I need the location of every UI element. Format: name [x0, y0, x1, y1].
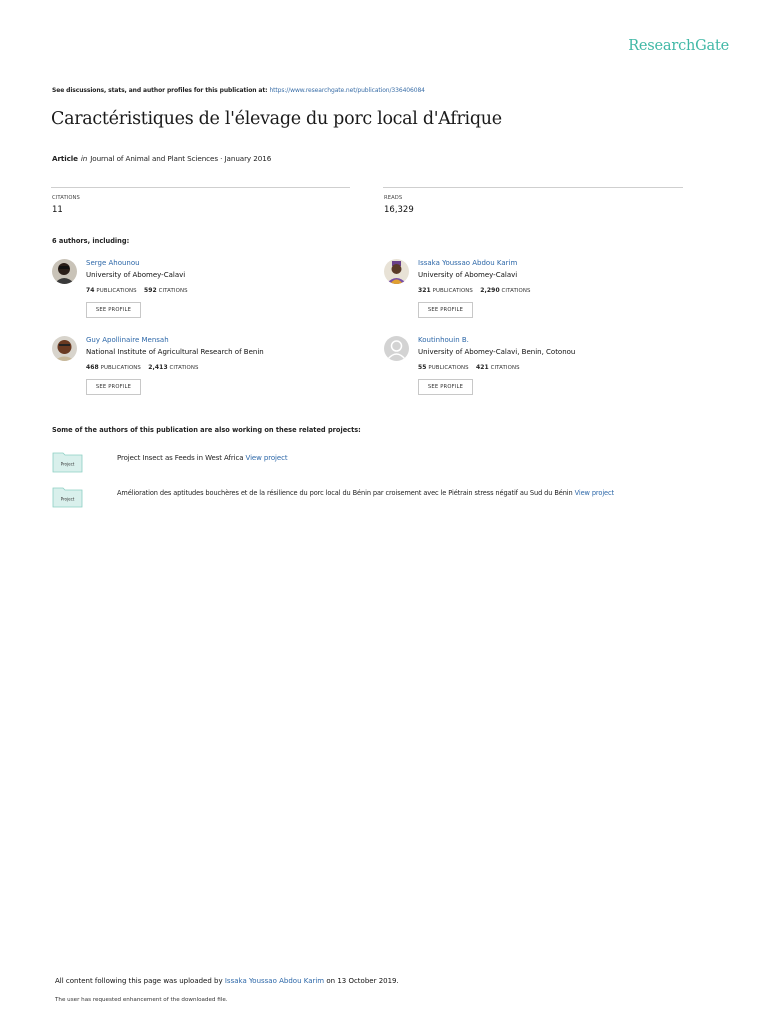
- publication-type: Article: [52, 154, 78, 163]
- author-citations-label: CITATIONS: [169, 365, 199, 371]
- header-note-text: See discussions, stats, and author profiles for this publication at:: [52, 87, 268, 94]
- related-project: [52, 451, 692, 475]
- author-avatar[interactable]: [52, 336, 77, 361]
- project-title: Amélioration des aptitudes bouchères et de la résilience du porc local du Bénin par croisement avec le Piétrain stress négatif au Sud du Bénin: [117, 489, 573, 497]
- publication-in: in: [80, 154, 88, 163]
- uploader-link[interactable]: Issaka Youssao Abdou Karim: [224, 977, 325, 985]
- author-publications-count: 74: [86, 287, 95, 294]
- view-project-link[interactable]: View project: [245, 454, 288, 462]
- author-publications-count: 468: [86, 364, 99, 371]
- publication-meta: [52, 154, 271, 163]
- author-stats: [86, 364, 199, 371]
- author-card: [384, 336, 684, 398]
- author-avatar[interactable]: [52, 259, 77, 284]
- journal-date: Journal of Animal and Plant Sciences · January 2016: [90, 154, 272, 163]
- author-publications-label: PUBLICATIONS: [96, 288, 137, 294]
- project-folder-icon: [52, 486, 83, 508]
- publication-title: Caractéristiques de l'élevage du porc local d'Afrique: [51, 109, 502, 129]
- author-citations-label: CITATIONS: [490, 365, 520, 371]
- author-name-link[interactable]: Koutinhouin B.: [418, 336, 469, 344]
- author-stats: [86, 287, 188, 294]
- author-avatar[interactable]: [384, 336, 409, 361]
- researchgate-logo[interactable]: ResearchGate: [628, 38, 729, 54]
- author-citations-label: CITATIONS: [501, 288, 531, 294]
- reads-divider: [383, 187, 683, 188]
- author-institution: University of Abomey-Calavi: [86, 271, 186, 279]
- author-institution: University of Abomey-Calavi: [418, 271, 518, 279]
- header-note: [52, 87, 425, 94]
- author-publications-count: 55: [418, 364, 427, 371]
- author-stats: [418, 287, 531, 294]
- project-title: Project Insect as Feeds in West Africa: [117, 454, 244, 462]
- enhancement-note: The user has requested enhancement of the downloaded file.: [55, 997, 228, 1003]
- reads-label: READS: [384, 195, 403, 201]
- author-institution: University of Abomey-Calavi, Benin, Cotonou: [418, 348, 576, 356]
- author-citations-count: 421: [475, 364, 489, 371]
- author-publications-label: PUBLICATIONS: [428, 365, 469, 371]
- author-avatar[interactable]: [384, 259, 409, 284]
- authors-heading: 6 authors, including:: [52, 237, 130, 245]
- citations-value: 11: [52, 205, 63, 215]
- citations-label: CITATIONS: [52, 195, 80, 201]
- author-name-link[interactable]: Serge Ahounou: [86, 259, 140, 267]
- see-profile-button[interactable]: SEE PROFILE: [418, 302, 473, 318]
- upload-prefix: All content following this page was uploaded by: [55, 977, 223, 985]
- citations-divider: [51, 187, 350, 188]
- author-citations-count: 2,290: [480, 287, 500, 294]
- author-name-link[interactable]: Issaka Youssao Abdou Karim: [418, 259, 518, 267]
- author-stats: [418, 364, 520, 371]
- author-card: [52, 259, 352, 321]
- project-entry: [117, 489, 614, 497]
- author-publications-count: 321: [418, 287, 431, 294]
- author-citations-count: 2,413: [148, 364, 168, 371]
- see-profile-button[interactable]: SEE PROFILE: [86, 379, 141, 395]
- author-card: [52, 336, 352, 398]
- author-citations-count: 592: [143, 287, 157, 294]
- author-institution: National Institute of Agricultural Research of Benin: [86, 348, 264, 356]
- view-project-link[interactable]: View project: [574, 489, 615, 497]
- author-citations-label: CITATIONS: [158, 288, 188, 294]
- author-card: [384, 259, 684, 321]
- project-badge: Project: [60, 496, 75, 502]
- project-folder-icon: [52, 451, 83, 473]
- author-publications-label: PUBLICATIONS: [432, 288, 473, 294]
- see-profile-button[interactable]: SEE PROFILE: [86, 302, 141, 318]
- see-profile-button[interactable]: SEE PROFILE: [418, 379, 473, 395]
- project-entry: [117, 454, 287, 462]
- related-projects-heading: Some of the authors of this publication are also working on these related projects:: [52, 426, 361, 434]
- publication-url-link[interactable]: https://www.researchgate.net/publication/336406084: [269, 87, 425, 94]
- reads-value: 16,329: [384, 205, 414, 215]
- author-publications-label: PUBLICATIONS: [100, 365, 141, 371]
- upload-suffix: on 13 October 2019.: [326, 977, 399, 985]
- project-badge: Project: [60, 461, 75, 467]
- upload-note: [55, 977, 399, 985]
- related-project: [52, 486, 692, 510]
- author-name-link[interactable]: Guy Apollinaire Mensah: [86, 336, 169, 344]
